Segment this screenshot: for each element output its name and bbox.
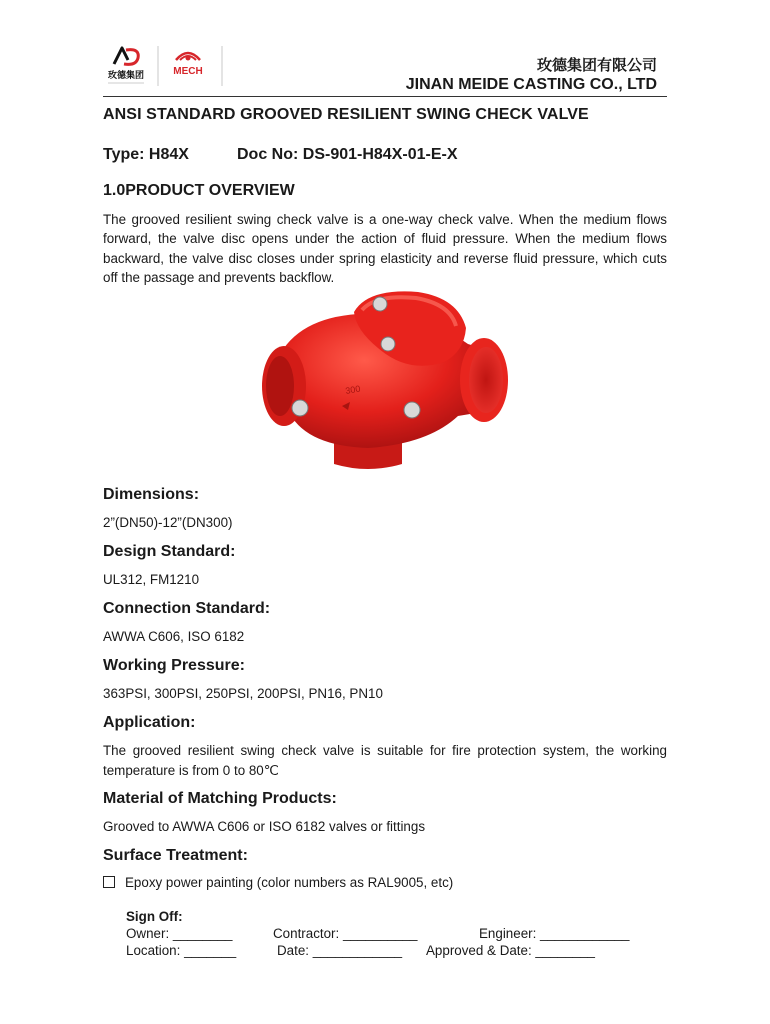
surface-option-label: Epoxy power painting (color numbers as RAL9005, etc) [125,875,454,890]
valve-image [258,288,510,472]
connection-standard-value: AWWA C606, ISO 6182 [103,629,245,644]
signoff-location: Location: _______ [126,943,237,958]
logo2-text: MECH [173,66,203,77]
section-heading-overview: 1.0PRODUCT OVERVIEW [103,182,295,199]
surface-option-checkbox[interactable] [103,876,115,888]
header-divider [103,96,667,97]
connection-standard-label: Connection Standard: [103,600,271,617]
dimensions-value: 2”(DN50)-12”(DN300) [103,515,233,530]
material-value: Grooved to AWWA C606 or ISO 6182 valves or fittings [103,819,426,834]
signoff-date: Date: ____________ [277,943,403,958]
dimensions-label: Dimensions: [103,486,200,503]
logo1-text: 玫德集团 [107,71,145,81]
cast-marking: 300 [344,383,362,396]
overview-paragraph: The grooved resilient swing check valve is a one-way check valve. When the medium flows forward, the valve disc opens under the action of fluid pressure. When the medium flows backward, the valve disc closes under spring elasticity and reverse fluid pressure, which cuts off the passage and prevents backflow. [103,212,667,285]
material-label: Material of Matching Products: [103,790,337,807]
document-title: ANSI STANDARD GROOVED RESILIENT SWING CHECK VALVE [103,106,589,123]
signoff-owner: Owner: ________ [126,926,233,941]
design-standard-label: Design Standard: [103,543,236,560]
document-number: Doc No: DS-901-H84X-01-E-X [237,146,458,163]
company-name-cn: 玫德集团有限公司 [536,56,657,74]
working-pressure-value: 363PSI, 300PSI, 250PSI, 200PSI, PN16, PN10 [103,686,383,701]
surface-option-row [103,875,453,890]
application-paragraph: The grooved resilient swing check valve is suitable for fire protection system, the working temperature is from 0 to 80℃ [103,743,667,778]
check-valve-icon [258,288,510,472]
application-label: Application: [103,714,196,731]
signoff-contractor: Contractor: __________ [273,926,418,941]
signoff-approved: Approved & Date: ________ [426,943,595,958]
design-standard-value: UL312, FM1210 [103,572,200,587]
surface-treatment-label: Surface Treatment: [103,847,248,864]
company-name-en: JINAN MEIDE CASTING CO., LTD [405,76,657,93]
signoff-title: Sign Off: [126,909,183,924]
working-pressure-label: Working Pressure: [103,657,245,674]
product-type: Type: H84X [103,146,189,163]
signoff-engineer: Engineer: ____________ [479,926,630,941]
